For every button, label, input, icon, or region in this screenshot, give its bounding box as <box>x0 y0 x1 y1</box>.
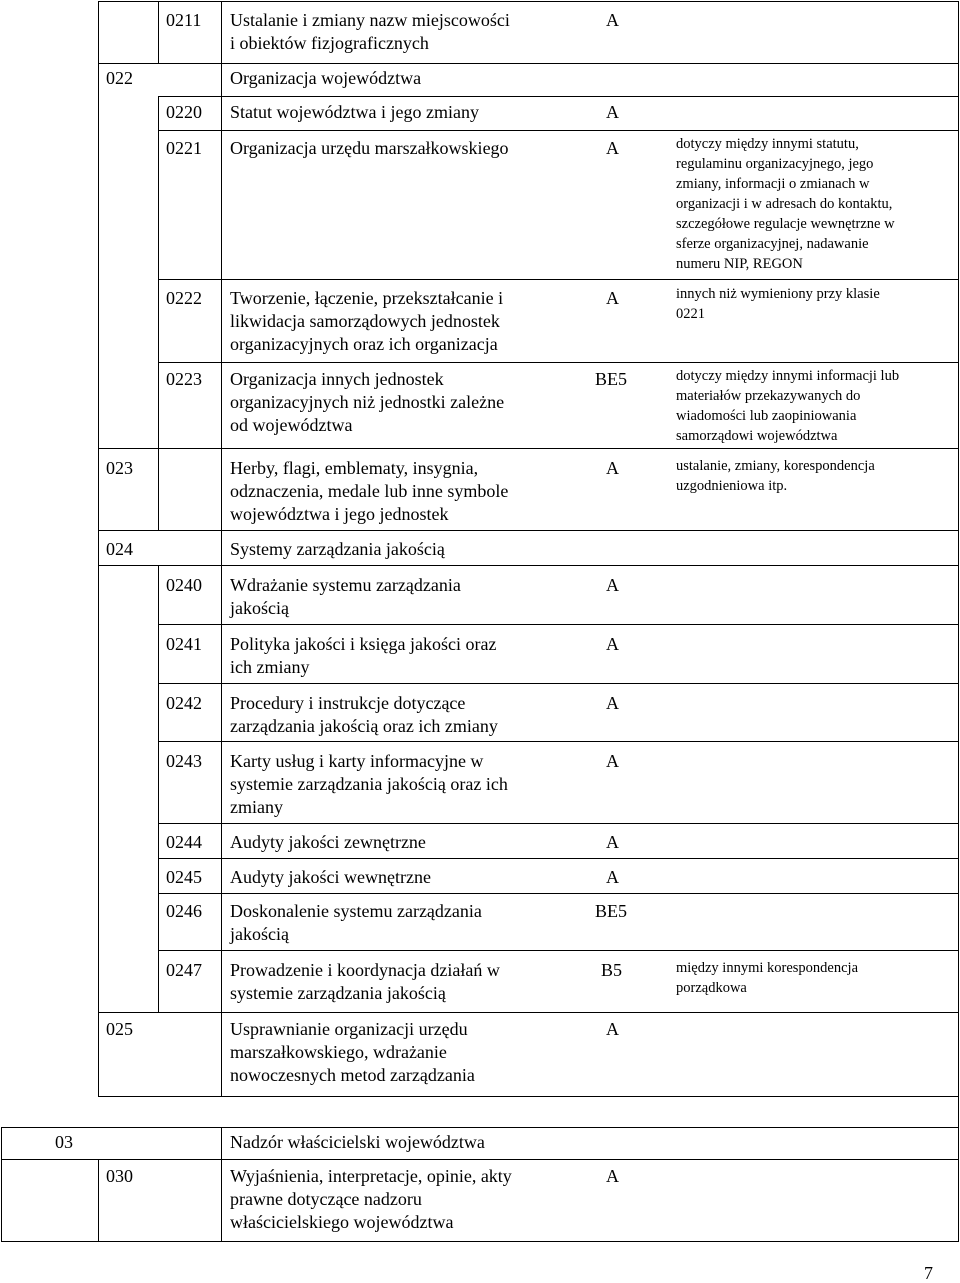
archive-category: A <box>606 867 619 887</box>
note-line: samorządowi województwa <box>676 428 838 444</box>
class-title-line: jakością <box>230 598 289 618</box>
class-title-line: Organizacja województwa <box>230 68 422 88</box>
class-title-line: województwa i jego jednostek <box>230 504 449 524</box>
class-title-line: organizacyjnych oraz ich organizacja <box>230 334 498 354</box>
class-symbol: 0211 <box>166 10 202 30</box>
archive-category: A <box>606 575 619 595</box>
class-title-line: jakością <box>230 924 289 944</box>
note-line: regulaminu organizacyjnego, jego <box>676 156 874 172</box>
archive-category: A <box>606 832 619 852</box>
class-title-line: nowoczesnych metod zarządzania <box>230 1065 475 1085</box>
class-symbol: 0220 <box>166 102 202 122</box>
archive-category: A <box>606 458 619 478</box>
note-line: dotyczy między innymi statutu, <box>676 136 859 152</box>
class-title-line: odznaczenia, medale lub inne symbole <box>230 481 509 501</box>
class-title-line: systemie zarządzania jakością <box>230 983 446 1003</box>
class-title-line: Tworzenie, łączenie, przekształcanie i <box>230 288 504 308</box>
class-symbol: 025 <box>106 1019 133 1039</box>
class-title-line: właścicielskiego województwa <box>230 1212 454 1232</box>
class-symbol: 0240 <box>166 575 202 595</box>
note-line: 0221 <box>676 306 705 322</box>
archive-category: A <box>606 693 619 713</box>
archive-category: B5 <box>601 960 623 980</box>
note-line: dotyczy między innymi informacji lub <box>676 368 900 384</box>
class-title-line: Audyty jakości wewnętrzne <box>230 867 431 887</box>
note-line: materiałów przekazywanych do <box>676 388 861 404</box>
archive-category: A <box>606 10 619 30</box>
archive-category: A <box>606 288 619 308</box>
class-symbol: 0241 <box>166 634 202 654</box>
class-title-line: i obiektów fizjograficznych <box>230 33 429 53</box>
archive-category: A <box>606 1019 619 1039</box>
class-title-line: Organizacja urzędu marszałkowskiego <box>230 138 509 158</box>
note-line: między innymi korespondencja <box>676 960 859 976</box>
note-line: sferze organizacyjnej, nadawanie <box>676 236 869 252</box>
class-title-line: Usprawnianie organizacji urzędu <box>230 1019 468 1039</box>
note-line: ustalanie, zmiany, korespondencja <box>676 458 875 474</box>
archive-category: A <box>606 1166 619 1186</box>
class-symbol: 024 <box>106 539 133 559</box>
note-line: zmiany, informacji o zmianach w <box>676 176 870 192</box>
class-title-line: likwidacja samorządowych jednostek <box>230 311 500 331</box>
class-symbol: 0246 <box>166 901 202 921</box>
archive-category: BE5 <box>595 369 628 389</box>
note-line: szczegółowe regulacje wewnętrzne w <box>676 216 895 232</box>
class-symbol: 023 <box>106 458 133 478</box>
archive-category: A <box>606 102 619 122</box>
class-title-line: ich zmiany <box>230 657 310 677</box>
class-title-line: Procedury i instrukcje dotyczące <box>230 693 466 713</box>
class-title-line: zarządzania jakością oraz ich zmiany <box>230 716 498 736</box>
page-number: 7 <box>924 1263 933 1283</box>
class-symbol: 0242 <box>166 693 202 713</box>
class-title-line: Doskonalenie systemu zarządzania <box>230 901 482 921</box>
class-symbol: 0243 <box>166 751 202 771</box>
class-symbol: 0247 <box>166 960 202 980</box>
class-symbol: 030 <box>106 1166 133 1186</box>
class-title-line: marszałkowskiego, wdrażanie <box>230 1042 447 1062</box>
class-title-line: zmiany <box>230 797 283 817</box>
class-symbol: 0245 <box>166 867 202 887</box>
archive-category: A <box>606 138 619 158</box>
note-line: uzgodnieniowa itp. <box>676 478 788 494</box>
class-symbol: 0222 <box>166 288 202 308</box>
class-title-line: systemie zarządzania jakością oraz ich <box>230 774 508 794</box>
class-symbol: 0221 <box>166 138 202 158</box>
class-title-line: Prowadzenie i koordynacja działań w <box>230 960 500 980</box>
class-title-line: Herby, flagi, emblematy, insygnia, <box>230 458 479 478</box>
class-title-line: Karty usług i karty informacyjne w <box>230 751 484 771</box>
note-line: numeru NIP, REGON <box>676 256 803 272</box>
class-title-line: Systemy zarządzania jakością <box>230 539 445 559</box>
class-title-line: Wdrażanie systemu zarządzania <box>230 575 461 595</box>
archive-category: BE5 <box>595 901 628 921</box>
note-line: porządkowa <box>676 980 747 996</box>
archive-category: A <box>606 634 619 654</box>
class-title-line: od województwa <box>230 415 353 435</box>
class-title-line: Wyjaśnienia, interpretacje, opinie, akty <box>230 1166 512 1186</box>
class-title-line: Organizacja innych jednostek <box>230 369 444 389</box>
class-title-line: Statut województwa i jego zmiany <box>230 102 479 122</box>
class-symbol: 03 <box>55 1132 73 1152</box>
class-title-line: organizacyjnych niż jednostki zależne <box>230 392 505 412</box>
note-line: wiadomości lub zaopiniowania <box>676 408 857 424</box>
class-title-line: Ustalanie i zmiany nazw miejscowości <box>230 10 510 30</box>
class-symbol: 0244 <box>166 832 202 852</box>
class-title-line: Audyty jakości zewnętrzne <box>230 832 426 852</box>
archive-category: A <box>606 751 619 771</box>
class-symbol: 0223 <box>166 369 202 389</box>
class-title-line: Nadzór właścicielski województwa <box>230 1132 485 1152</box>
class-symbol: 022 <box>106 68 133 88</box>
note-line: innych niż wymieniony przy klasie <box>676 286 880 302</box>
note-line: organizacji i w adresach do kontaktu, <box>676 196 893 212</box>
class-title-line: Polityka jakości i księga jakości oraz <box>230 634 497 654</box>
class-title-line: prawne dotyczące nadzoru <box>230 1189 422 1209</box>
